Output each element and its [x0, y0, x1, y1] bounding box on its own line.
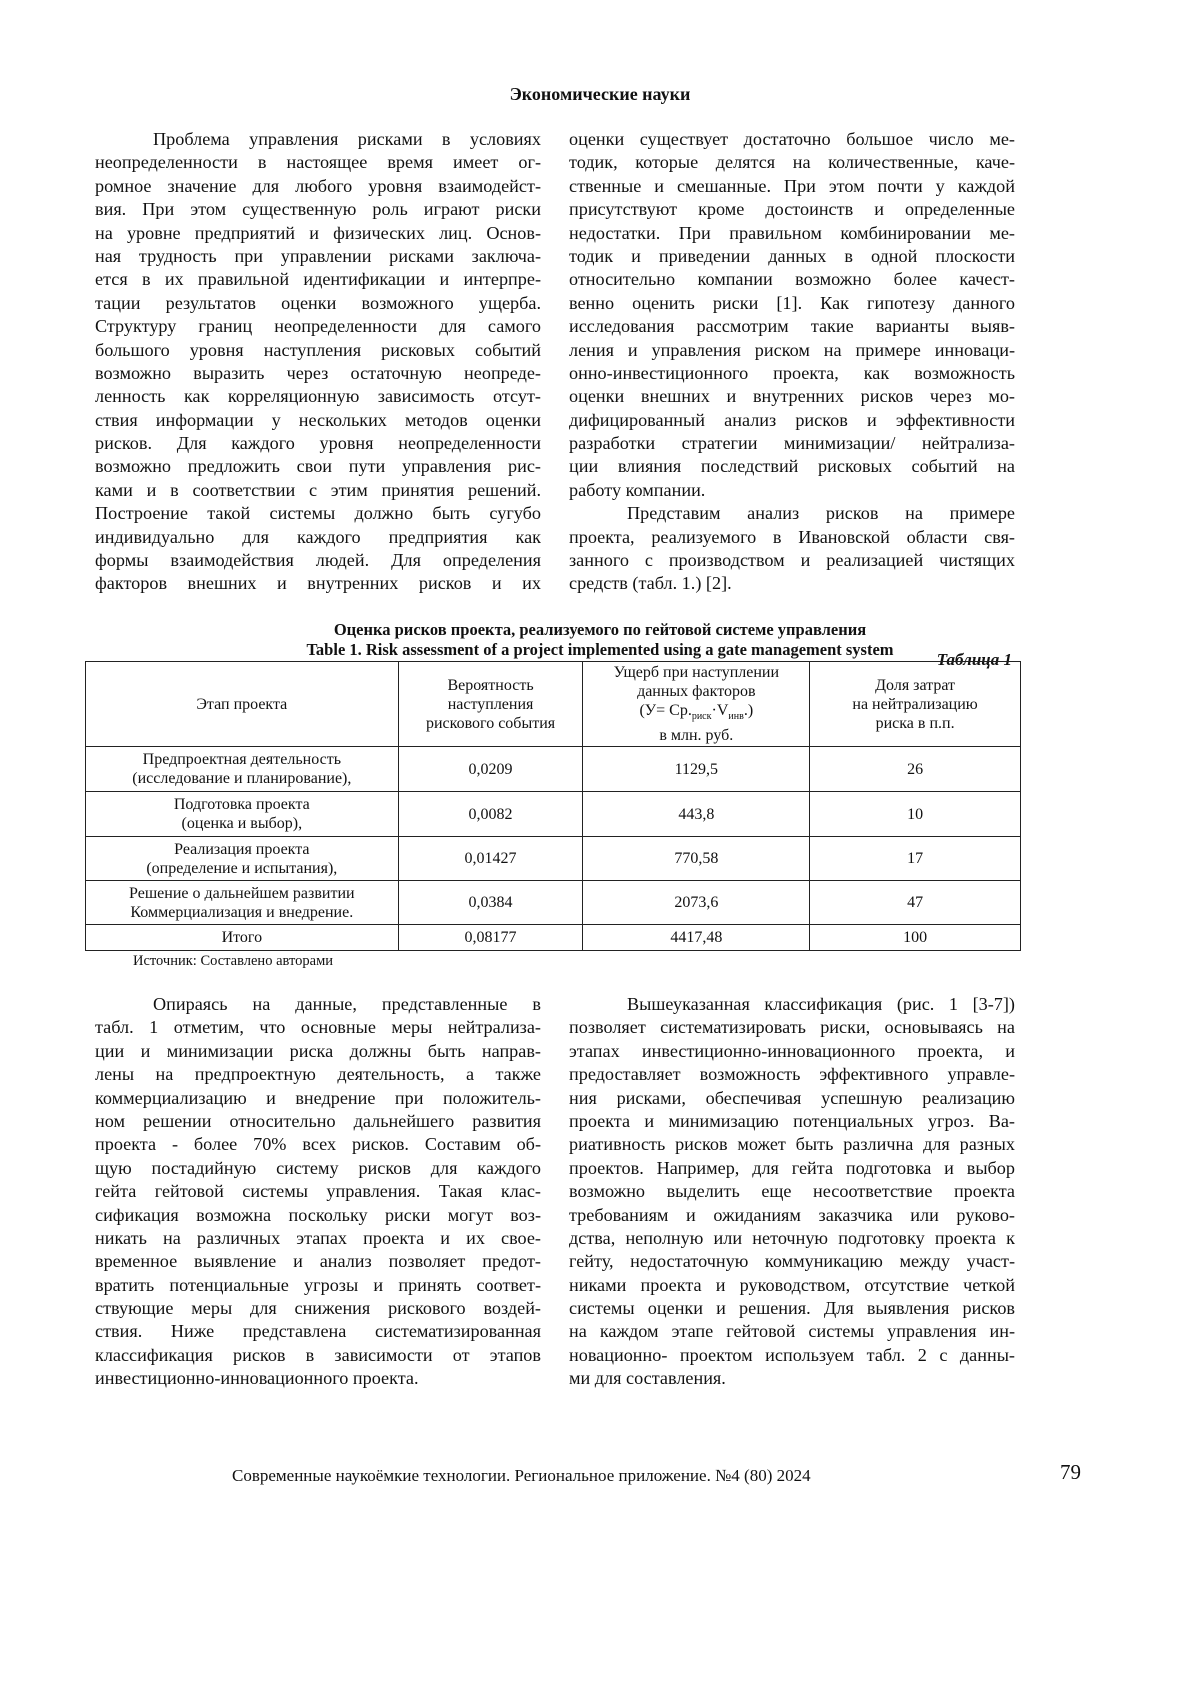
- text-line: ствия. Ниже представлена систематизированная: [95, 1321, 541, 1342]
- formula-part: .): [743, 701, 754, 719]
- text-line: позволяет систематизировать риски, основываясь на: [569, 1017, 1015, 1038]
- text-line: лены на предпроектную деятельность, а также: [95, 1064, 541, 1085]
- stage-text: Предпроектная деятельность: [142, 751, 341, 768]
- text-line: ции и минимизации риска должны быть направ-: [95, 1040, 541, 1061]
- text-line: возможно предложить свои пути управления рис-: [95, 456, 541, 477]
- text-line: инвестиционно-инновационного проекта.: [95, 1368, 419, 1389]
- text-line: тации результатов оценки возможного ущерба.: [95, 292, 541, 313]
- header-text: на нейтрализацию: [852, 695, 978, 713]
- table-title-en: Table 1. Risk assessment of a project implemented using a gate management system: [306, 640, 894, 659]
- text-line: проекта, реализуемого в Ивановской области свя-: [569, 526, 1015, 547]
- text-line: этапах инвестиционно-инновационного проекта, и: [569, 1040, 1015, 1061]
- text-line: Представим анализ рисков на примере: [627, 503, 1015, 524]
- text-line: ления и управления риском на примере инноваци-: [569, 339, 1015, 360]
- cell-share: 17: [810, 837, 1021, 881]
- stage-text: (оценка и выбор),: [181, 815, 303, 832]
- text-line: временное выявление и анализ позволяет предот-: [95, 1251, 541, 1272]
- page-number: 79: [1060, 1460, 1081, 1484]
- formula-sub: инв: [728, 711, 744, 723]
- stage-text: Подготовка проекта: [173, 796, 310, 813]
- cell-damage: 2073,6: [583, 881, 810, 925]
- text-line: сификация возможна поскольку риски могут воз-: [95, 1204, 541, 1225]
- text-line: относительно компании возможно более качест-: [569, 269, 1015, 290]
- damage-formula: [639, 701, 754, 723]
- journal-footer: Современные наукоёмкие технологии. Региональное приложение. №4 (80) 2024: [232, 1466, 811, 1485]
- cell-damage: 1129,5: [583, 747, 810, 792]
- cell-stage: [86, 747, 399, 792]
- header-stage: Этап проекта: [86, 662, 399, 747]
- text-line: работу компании.: [569, 479, 706, 500]
- text-line: рисков. Для каждого уровня неопределенности: [95, 433, 541, 454]
- text-line: вратить потенциальные угрозы и принять соответ-: [95, 1274, 541, 1295]
- text-line: Проблема управления рисками в условиях: [153, 129, 541, 149]
- text-line: исследования рассмотрим такие варианты выяв-: [569, 316, 1015, 337]
- cell-probability: 0,01427: [398, 837, 583, 881]
- cell-stage: [86, 837, 399, 881]
- text-line: дства, неполную или неточную подготовку проекта к: [569, 1227, 1015, 1248]
- header-text: Ущерб при наступлении: [613, 663, 780, 681]
- stage-text: Реализация проекта: [174, 840, 310, 858]
- text-line: ном решении относительно дальнейшего развития: [95, 1110, 541, 1131]
- text-line: коммерциализацию и внедрение при положитель-: [95, 1087, 541, 1108]
- text-line: ствия информации у нескольких методов оценки: [95, 409, 541, 430]
- text-line: Опираясь на данные, представленные в: [153, 994, 541, 1014]
- cell-damage: 443,8: [583, 792, 810, 837]
- cell-stage: [86, 792, 399, 837]
- header-probability: [398, 662, 583, 747]
- cell-stage: [86, 881, 399, 925]
- text-line: индивидуально для каждого предприятия как: [95, 526, 541, 547]
- text-line: вия. При этом существенную роль играют риски: [95, 199, 541, 220]
- table-row: [86, 747, 1021, 792]
- text-line: Структуру границ неопределенности для самого: [95, 316, 541, 337]
- text-line: ромное значение для любого уровня взаимодейст-: [95, 175, 541, 196]
- cell-probability: 0,0209: [398, 747, 583, 792]
- text-line: на каждом этапе гейтовой системы управления ин-: [569, 1321, 1015, 1342]
- text-line: новационно- проектом используем табл. 2 с данны-: [569, 1344, 1015, 1365]
- text-line: средств (табл. 1.) [2].: [569, 573, 732, 594]
- table-header-row: [86, 662, 1021, 747]
- text-line: ствующие меры для снижения рискового воздей-: [95, 1298, 541, 1319]
- table-title-ru: Оценка рисков проекта, реализуемого по гейтовой системе управления: [333, 620, 867, 639]
- stage-text: (определение и испытания),: [146, 859, 338, 877]
- text-line: никами проекта и руководством, отсутствие четкой: [569, 1274, 1015, 1295]
- text-line: возможно выразить через остаточную неопреде-: [95, 362, 541, 383]
- text-line: ная трудность при управлении рисками заключа-: [95, 245, 541, 266]
- formula-part: (У= Ср.: [639, 701, 692, 719]
- header-text: Доля затрат: [875, 676, 956, 694]
- cell-share: 47: [810, 881, 1021, 925]
- risk-table: [85, 661, 1021, 951]
- header-text: риска в п.п.: [875, 714, 955, 732]
- text-line: тодик, которые делятся на количественные, каче-: [569, 152, 1015, 173]
- text-line: венно оценить риски [1]. Как гипотезу данного: [569, 292, 1015, 313]
- text-line: факторов внешних и внутренних рисков и их: [95, 573, 541, 594]
- text-line: ленность как корреляционную зависимость отсут-: [95, 386, 541, 407]
- text-line: оценки внешних и внутренних рисков через мо-: [569, 386, 1015, 407]
- cell-share: 10: [810, 792, 1021, 837]
- table-row: [86, 881, 1021, 925]
- cell-probability: 0,0082: [398, 792, 583, 837]
- text-line: проектов. Например, для гейта подготовка и выбор: [569, 1157, 1015, 1178]
- text-line: табл. 1 отметим, что основные меры нейтрализа-: [95, 1017, 541, 1038]
- header-text: рискового события: [425, 714, 556, 732]
- cell-probability: 0,08177: [398, 925, 583, 951]
- bottom-left-column: [95, 993, 541, 1391]
- table-label: Таблица 1: [936, 650, 1012, 669]
- formula-part: ·V: [711, 701, 729, 719]
- text-line: ется в их правильной идентификации и интерпре-: [95, 269, 541, 290]
- text-line: формы взаимодействия людей. Для определения: [95, 550, 541, 571]
- cell-damage: 4417,48: [583, 925, 810, 951]
- cell-probability: 0,0384: [398, 881, 583, 925]
- text-line: гейту, недостаточную коммуникацию между участ-: [569, 1251, 1015, 1272]
- header-text: Вероятность: [447, 676, 534, 694]
- header-text: в млн. руб.: [659, 727, 734, 745]
- stage-text: (исследование и планирование),: [132, 770, 352, 787]
- text-line: возможно выделить еще несоответствие проекта: [569, 1181, 1015, 1202]
- table-row: [86, 837, 1021, 881]
- text-line: предоставляет возможность эффективного управле-: [569, 1064, 1015, 1085]
- section-title: Экономические науки: [509, 84, 691, 104]
- formula-sub: риск: [691, 711, 712, 723]
- text-line: Вышеуказанная классификация (рис. 1 [3-7]): [627, 994, 1015, 1014]
- stage-text: Решение о дальнейшем развитии: [129, 884, 355, 902]
- text-line: Построение такой системы должно быть сугубо: [95, 503, 541, 524]
- text-line: оценки существует достаточно большое число ме-: [569, 129, 1015, 149]
- text-line: гейта гейтовой системы управления. Такая клас-: [95, 1181, 541, 1202]
- text-line: онно-инвестиционного проекта, как возможность: [569, 362, 1015, 383]
- stage-text: Коммерциализация и внедрение.: [130, 903, 354, 921]
- bottom-right-column: [569, 993, 1015, 1391]
- text-line: системы оценки и решения. Для выявления рисков: [569, 1298, 1015, 1319]
- table-source: Источник: Составлено авторами: [133, 953, 334, 969]
- text-line: дифицированный анализ рисков и эффективности: [569, 409, 1015, 430]
- text-line: щую постадийную систему рисков для каждого: [95, 1157, 541, 1178]
- text-line: присутствуют кроме достоинств и определенные: [569, 199, 1015, 220]
- stage-text: Итого: [221, 929, 263, 946]
- text-line: риативность рисков может быть различна для разных: [569, 1134, 1015, 1155]
- text-line: ния рисками, обеспечивая успешную реализацию: [569, 1087, 1015, 1108]
- text-line: большого уровня наступления рисковых событий: [95, 339, 541, 360]
- text-line: проекта - более 70% всех рисков. Составим об-: [95, 1134, 541, 1155]
- cell-damage: 770,58: [583, 837, 810, 881]
- text-line: классификация рисков в зависимости от этапов: [95, 1344, 541, 1365]
- header-damage: [583, 662, 810, 747]
- header-text: данных факторов: [637, 682, 756, 700]
- cell-share: 100: [810, 925, 1021, 951]
- cell-stage: [86, 925, 399, 951]
- text-line: недостатки. При правильном комбинировании ме-: [569, 222, 1015, 243]
- top-right-column: [569, 128, 1015, 596]
- text-line: тодик и приведении данных в одной плоскости: [569, 245, 1015, 266]
- table-row: [86, 792, 1021, 837]
- text-line: требованиям и ожиданиям заказчика или руково-: [569, 1204, 1015, 1225]
- table-row: [86, 925, 1021, 951]
- top-left-column: [95, 128, 541, 596]
- text-line: никать на различных этапах проекта и их свое-: [95, 1227, 541, 1248]
- text-line: ми для составления.: [569, 1368, 726, 1389]
- header-text: наступления: [447, 695, 534, 713]
- text-line: неопределенности в настоящее время имеет ог-: [95, 152, 541, 173]
- text-line: ственные и смешанные. При этом почти у каждой: [569, 175, 1015, 196]
- header-share: [810, 662, 1021, 747]
- text-line: ции влияния последствий рисковых событий на: [569, 456, 1015, 477]
- text-line: проекта и минимизацию потенциальных угроз. Ва-: [569, 1110, 1015, 1131]
- cell-share: 26: [810, 747, 1021, 792]
- text-line: ками и в соответствии с этим принятия решений.: [95, 479, 541, 500]
- text-line: на уровне предприятий и физических лиц. Основ-: [95, 222, 541, 243]
- text-line: разработки стратегии минимизации/ нейтрализа-: [569, 433, 1015, 454]
- text-line: занного с производством и реализацией чистящих: [569, 550, 1015, 571]
